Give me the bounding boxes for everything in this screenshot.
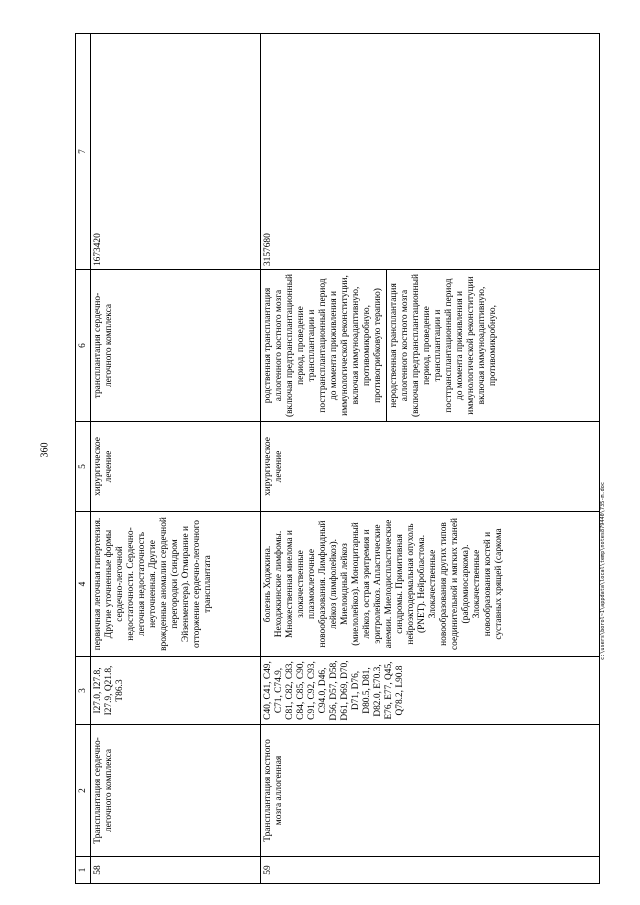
service-name: Трансплантация костного мозга аллогенная bbox=[261, 725, 600, 857]
cost-value: 3157680 bbox=[261, 34, 600, 270]
diagnosis-codes: I27.0, I27.8, I27.9, Q21.8, T86.3 bbox=[91, 657, 261, 725]
row-number: 59 bbox=[261, 857, 600, 884]
methods-subtable bbox=[261, 270, 501, 421]
page-number: 360 bbox=[39, 442, 51, 458]
header-row bbox=[76, 34, 91, 884]
cost-value: 1673420 bbox=[91, 34, 261, 270]
header-cell: 7 bbox=[76, 34, 91, 270]
treatment-type: хирургическое лечение bbox=[91, 422, 261, 512]
header-cell: 4 bbox=[76, 512, 91, 657]
header-cell: 6 bbox=[76, 270, 91, 422]
row-number: 58 bbox=[91, 857, 261, 884]
treatment-methods-cell bbox=[261, 270, 600, 422]
file-path-footer: c:\users\borol~1\appdata\local\temp\notes879440\735-m.doc bbox=[600, 481, 606, 660]
header-cell: 5 bbox=[76, 422, 91, 512]
patient-model: первичная легочная гипертензия. Другие уточненные формы сердечно-легочной недостаточности. Сердечно-легочная недостаточность неуточненная. Другие врожденные аномалии сердечной перегородки (синдром Эйзенменгера). Отмирание и отторжение сердечно-легочного трансплантата bbox=[91, 512, 261, 657]
rotated-table-container bbox=[75, 34, 600, 884]
services-table bbox=[75, 33, 600, 884]
header-cell: 1 bbox=[76, 857, 91, 884]
treatment-method: родственная трансплантация аллогенного костного мозга (включая предтрансплантационный период, проведение трансплантации и посттрансплантационный период до момента приживления и иммунологической реконституции, включая иммуноадаптивную, противомикробную, противогрибковую терапию) bbox=[263, 273, 383, 418]
diagnosis-codes: C40, C41, C49, C71, C74.9, C81, C82, C83, C84, C85, C90, C91, C92, C93, C94.0, D46, D56, D57, D58, D61, D69, D70, D71, D76, D80.5, D81, D82.0, E70.3, E76, E77, Q45, Q78.2, L90.8 bbox=[261, 657, 600, 725]
header-cell: 3 bbox=[76, 657, 91, 725]
treatment-method: трансплантация сердечно-легочного комплекса bbox=[91, 270, 261, 422]
table-row bbox=[91, 34, 261, 884]
service-name: Трансплантация сердечно-легочного комплекса bbox=[91, 725, 261, 857]
header-cell: 2 bbox=[76, 725, 91, 857]
treatment-type: хирургическое лечение bbox=[261, 422, 600, 512]
table-row bbox=[261, 34, 600, 884]
treatment-method: неродственная трансплантация аллогенного костного мозга (включая предтрансплантационный период, проведение трансплантации и посттрансплантационный период до момента приживления и иммунологической реконституции включая иммуноадаптивную, противомикробную, bbox=[387, 270, 502, 421]
patient-model: болезнь Ходжкина. Неходжкинские лимфомы. Множественная миелома и злокачественные плазмоклеточные новообразования. Лимфоидный лейкоз (лимфолейкоз). Миелоидный лейкоз (миелолейкоз). Моноцитарный лейкоз, острая эритремия и эритролейкоз. Апластические анемии. Миелодиспластические синдромы. Примитивная нейроэктодермальная опухоль (PNET). Нейробластома. Злокачественные новообразования других типов соединительной и мягких тканей (рабдомиосаркома). Злокачественные новообразования костей и суставных хрящей (саркома bbox=[261, 512, 600, 657]
